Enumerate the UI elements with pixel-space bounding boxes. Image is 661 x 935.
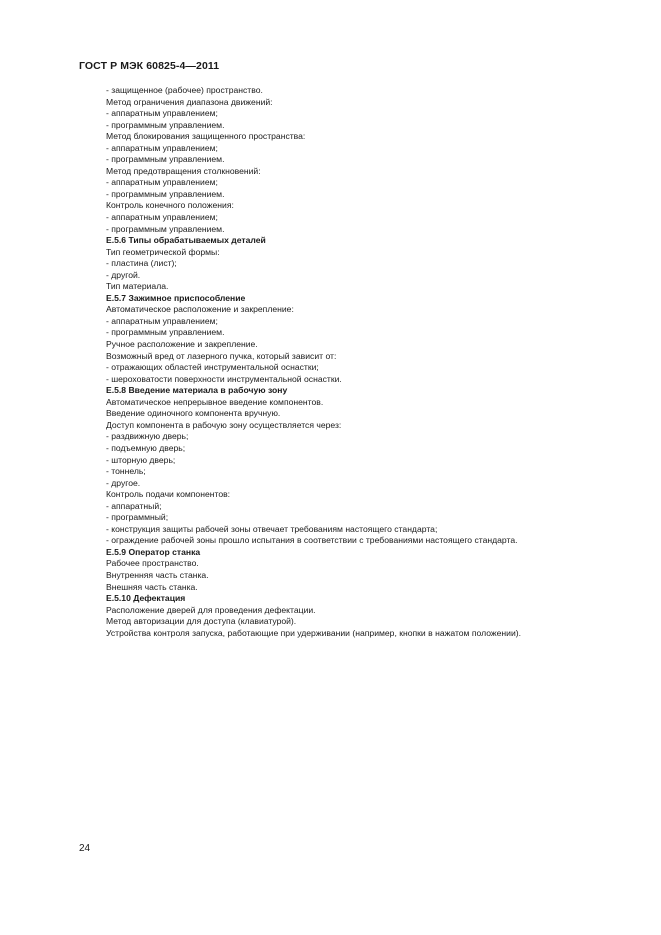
section-heading: Е.5.9 Оператор станка [106,546,201,557]
text-line: - ограждение рабочей зоны прошло испытания в соответствии с требованиями настоящего стандарта. [106,535,518,546]
text-line: Контроль подачи компонентов: [106,489,231,500]
text-line: Доступ компонента в рабочую зону осуществляется через: [106,419,342,430]
text-line: Внешняя часть станка. [106,581,198,592]
section-heading: Е.5.10 Дефектация [106,593,186,604]
text-line: - конструкция защиты рабочей зоны отвечает требованиям настоящего стандарта; [106,523,438,534]
text-line: - шторную дверь; [106,454,176,465]
text-line: - программным управлением. [106,188,225,199]
section-heading: Е.5.8 Введение материала в рабочую зону [106,385,288,396]
text-line: Тип геометрической формы: [106,246,220,257]
text-line: - подъемную дверь; [106,442,186,453]
text-line: - отражающих областей инструментальной оснастки; [106,362,319,373]
text-line: Внутренняя часть станка. [106,569,209,580]
text-line: - аппаратным управлением; [106,142,218,153]
text-line: Метод блокирования защищенного пространства: [106,131,306,142]
text-line: Устройства контроля запуска, работающие при удерживании (например, кнопки в нажатом положении). [106,627,522,638]
text-line: Метод предотвращения столкновений: [106,165,261,176]
text-line: Рабочее пространство. [106,558,199,569]
text-line: Метод ограничения диапазона движений: [106,96,273,107]
text-line: Ручное расположение и закрепление. [106,339,258,350]
text-line: - другой. [106,269,141,280]
text-line: - тоннель; [106,466,146,477]
document-header: ГОСТ Р МЭК 60825-4—2011 [79,60,220,72]
text-line: Контроль конечного положения: [106,200,234,211]
text-line: - программным управлением. [106,223,225,234]
text-line: Расположение дверей для проведения дефектации. [106,604,316,615]
text-line: - программным управлением. [106,119,225,130]
text-line: Введение одиночного компонента вручную. [106,408,281,419]
text-line: - шероховатости поверхности инструментальной оснастки. [106,373,342,384]
text-line: - аппаратным управлением; [106,177,218,188]
text-line: - программным управлением. [106,327,225,338]
text-line: - программным управлением. [106,154,225,165]
page-number: 24 [79,843,91,854]
text-line: - защищенное (рабочее) пространство. [106,85,263,95]
text-line: Тип материала. [106,281,169,292]
section-heading: Е.5.7 Зажимное приспособление [106,292,246,303]
text-line: - программный; [106,512,169,523]
section-heading: Е.5.6 Типы обрабатываемых деталей [106,235,266,246]
text-line: Возможный вред от лазерного пучка, который зависит от: [106,350,337,361]
text-line: - аппаратный; [106,500,162,511]
text-line: - раздвижную дверь; [106,431,189,442]
text-line: Метод авторизации для доступа (клавиатурой). [106,616,297,627]
text-line: - аппаратным управлением; [106,212,218,223]
document-body [106,85,626,639]
text-line: - другое. [106,477,141,488]
text-line: - аппаратным управлением; [106,108,218,119]
text-line: Автоматическое расположение и закрепление: [106,304,294,315]
text-line: Автоматическое непрерывное введение компонентов. [106,396,324,407]
text-line: - пластина (лист); [106,258,177,269]
text-line: - аппаратным управлением; [106,315,218,326]
